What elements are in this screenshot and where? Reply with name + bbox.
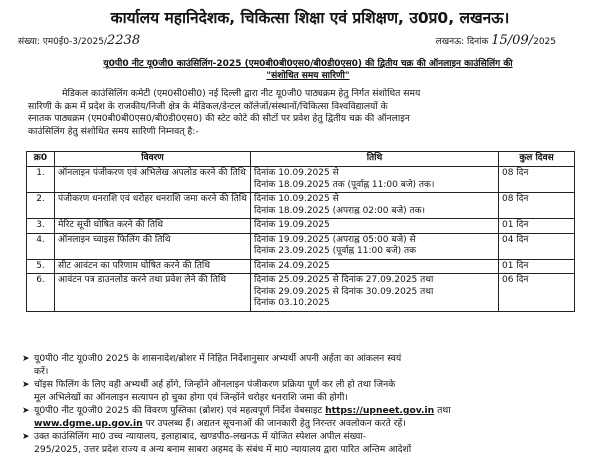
table-row [27,167,575,193]
ref-handwritten: 2238 [107,33,141,48]
row-date: दिनांक 19.09.2025 [251,219,499,234]
row-days: 04 दिन [499,233,575,259]
col-description: विवरण [55,152,251,167]
subject-heading [48,58,568,82]
reference-number [18,33,140,48]
list-item [22,379,582,404]
arrow-bullet-icon: ➤ [22,432,30,442]
row-serial: 3. [27,219,55,234]
subject-line-2: "संशोधित समय सारिणी" [266,71,350,81]
row-serial: 6. [27,274,55,312]
list-item-line: मूल अभिलेखों का ऑनलाइन सत्यापन हो चुका होगा एवं जिन्होंने धरोहर धनराशि जमा की होगी। [34,391,348,403]
table-row [27,219,575,234]
list-item-line: यू0पी0 नीट यू0जी0 2025 के शासनादेश/ब्रोशर में निहित निर्देशानुसार अभ्यर्थी अपनी अर्हता का आंकलन स्वयं [34,353,402,364]
row-date-line: दिनांक 25.09.2025 से दिनांक 27.09.2025 तथा [254,275,434,285]
row-description: आवंटन पत्र डाउनलोड करने तथा प्रवेश लेने की तिथि [55,274,251,312]
row-serial: 4. [27,233,55,259]
date-handwritten: 15/09/ [491,33,534,48]
ref-number: एम0ई0-3/2025/ [42,37,107,47]
list-item-line: उक्त काउंसिलिंग मा0 उच्च न्यायालय, इलाहाबाद, खण्डपीठ-लखनऊ में योजित स्पेशल अपील संख्या- [34,431,367,442]
col-date: तिथि [251,152,499,167]
arrow-bullet-icon: ➤ [22,406,30,416]
col-serial: क्र0 [27,152,55,167]
row-date [251,193,499,219]
row-date-line: दिनांक 29.09.2025 से दिनांक 30.09.2025 तथा [254,286,434,297]
instructions-list [22,353,582,457]
table-header-row [27,152,575,167]
table-row [27,193,575,219]
row-days: 06 दिन [499,274,575,312]
list-item-text: तथा [437,405,451,416]
row-date-line: दिनांक 19.09.2025 (अपराह्न 05:00 बजे) से [254,234,416,245]
col-total-days: कुल दिवस [499,152,575,167]
intro-paragraph [28,88,576,138]
letter-date [436,33,556,48]
row-description: सीट आवंटन का परिणाम घोषित करने की तिथि [55,259,251,274]
row-serial: 5. [27,259,55,274]
table-row [27,259,575,274]
ref-label: संख्या: [18,37,40,47]
schedule-table [26,151,575,312]
date-year: 2025 [533,37,556,47]
intro-line-4: काउंसिलिंग हेतु संशोधित समय सारिणी निम्नवत् है:- [28,125,199,137]
row-description: मेरिट सूची घोषित करने की तिथि [55,219,251,234]
row-date [251,167,499,193]
list-item [22,405,582,430]
list-item [22,353,582,378]
row-days: 08 दिन [499,167,575,193]
row-days: 01 दिन [499,259,575,274]
list-item-line [34,405,582,418]
intro-line-3: स्नातक पाठ्यक्रम (एम0बी0बी0एस0/बी0डी0एस0) की स्टेट कोटे की सीटों पर प्रवेश हेतु द्वितीय चक्र की ऑनलाइन [28,113,410,124]
table-row [27,233,575,259]
row-date: दिनांक 24.09.2025 [251,259,499,274]
row-date-line: दिनांक 10.09.2025 से [254,168,339,178]
intro-line-2: सारिणी के क्रम में प्रदेश के राजकीय/निजी क्षेत्र के मेडिकल/डेन्टल कॉलेजों/संस्थानों/चिकित्सा विश्वविद्यालयों के [28,100,388,112]
office-title: कार्यालय महानिदेशक, चिकित्सा शिक्षा एवं प्रशिक्षण, उ0प्र0, लखनऊ। [110,9,510,27]
list-item-line: करें। [34,365,49,377]
row-serial: 2. [27,193,55,219]
dgme-website-link[interactable]: www.dgme.up.gov.in [34,417,143,429]
arrow-bullet-icon: ➤ [22,354,30,364]
list-item-text: पर उपलब्ध हैं। अद्यतन सूचनाओं की जानकारी हेतु निरन्तर अवलोकन करते रहें। [145,417,406,429]
row-date-line: दिनांक 23.09.2025 (पूर्वाह्न 11:00 बजे) तक [254,246,417,256]
row-description: पंजीकरण धनराशि एवं धरोहर धनराशि जमा करने की तिथि [55,193,251,219]
upneet-website-link[interactable]: https://upneet.gov.in [325,405,435,416]
row-description: ऑनलाइन च्वाइस फिलिंग की तिथि [55,233,251,259]
list-item-text: यू0पी0 नीट यू0जी0 2025 की विवरण पुस्तिका (ब्रोशर) एवं महत्वपूर्ण निर्देश वेबसाइट [34,405,323,416]
row-date-line: दिनांक 03.10.2025 [254,298,330,308]
row-description: ऑनलाइन पंजीकरण एवं अभिलेख अपलोड करने की तिथि [55,167,251,193]
row-days: 08 दिन [499,193,575,219]
table-row [27,274,575,312]
list-item-line: 295/2025, उत्तर प्रदेश राज्य व अन्य बनाम साबरा अहमद के संबंध में मा0 न्यायालय द्वारा पारित अन्तिम आदेशों [34,443,412,455]
list-item-line [34,418,582,431]
row-date [251,233,499,259]
row-date-line: दिनांक 18.09.2025 तक (पूर्वाह्न 11:00 बजे) तक। [254,179,435,190]
arrow-bullet-icon: ➤ [22,380,30,390]
row-date [251,274,499,312]
list-item-line: चॉइस फिलिंग के लिए वही अभ्यर्थी अर्ह होंगे, जिन्होंने ऑनलाइन पंजीकरण प्रक्रिया पूर्ण कर ली हो तथा जिनके [34,379,396,390]
intro-line-1: मेडिकल काउंसिलिंग कमेटी (एम0सी0सी0) नई दिल्ली द्वारा नीट यू0जी0 पाठ्यक्रम हेतु निर्गत संशोधित समय [62,88,421,99]
subject-line-1: यू0पी0 नीट यू0जी0 काउंसिलिंग-2025 (एम0बी0बी0एस0/बी0डी0एस0) की द्वितीय चक्र की ऑनलाइन काउंसिलिंग की [103,59,513,69]
row-date-line: दिनांक 10.09.2025 से [254,194,339,204]
row-date-line: दिनांक 18.09.2025 (अपराह्न 02:00 बजे) तक। [254,205,426,216]
row-serial: 1. [27,167,55,193]
list-item [22,431,582,456]
date-label: लखनऊ: दिनांक [435,37,489,47]
row-days: 01 दिन [499,219,575,234]
